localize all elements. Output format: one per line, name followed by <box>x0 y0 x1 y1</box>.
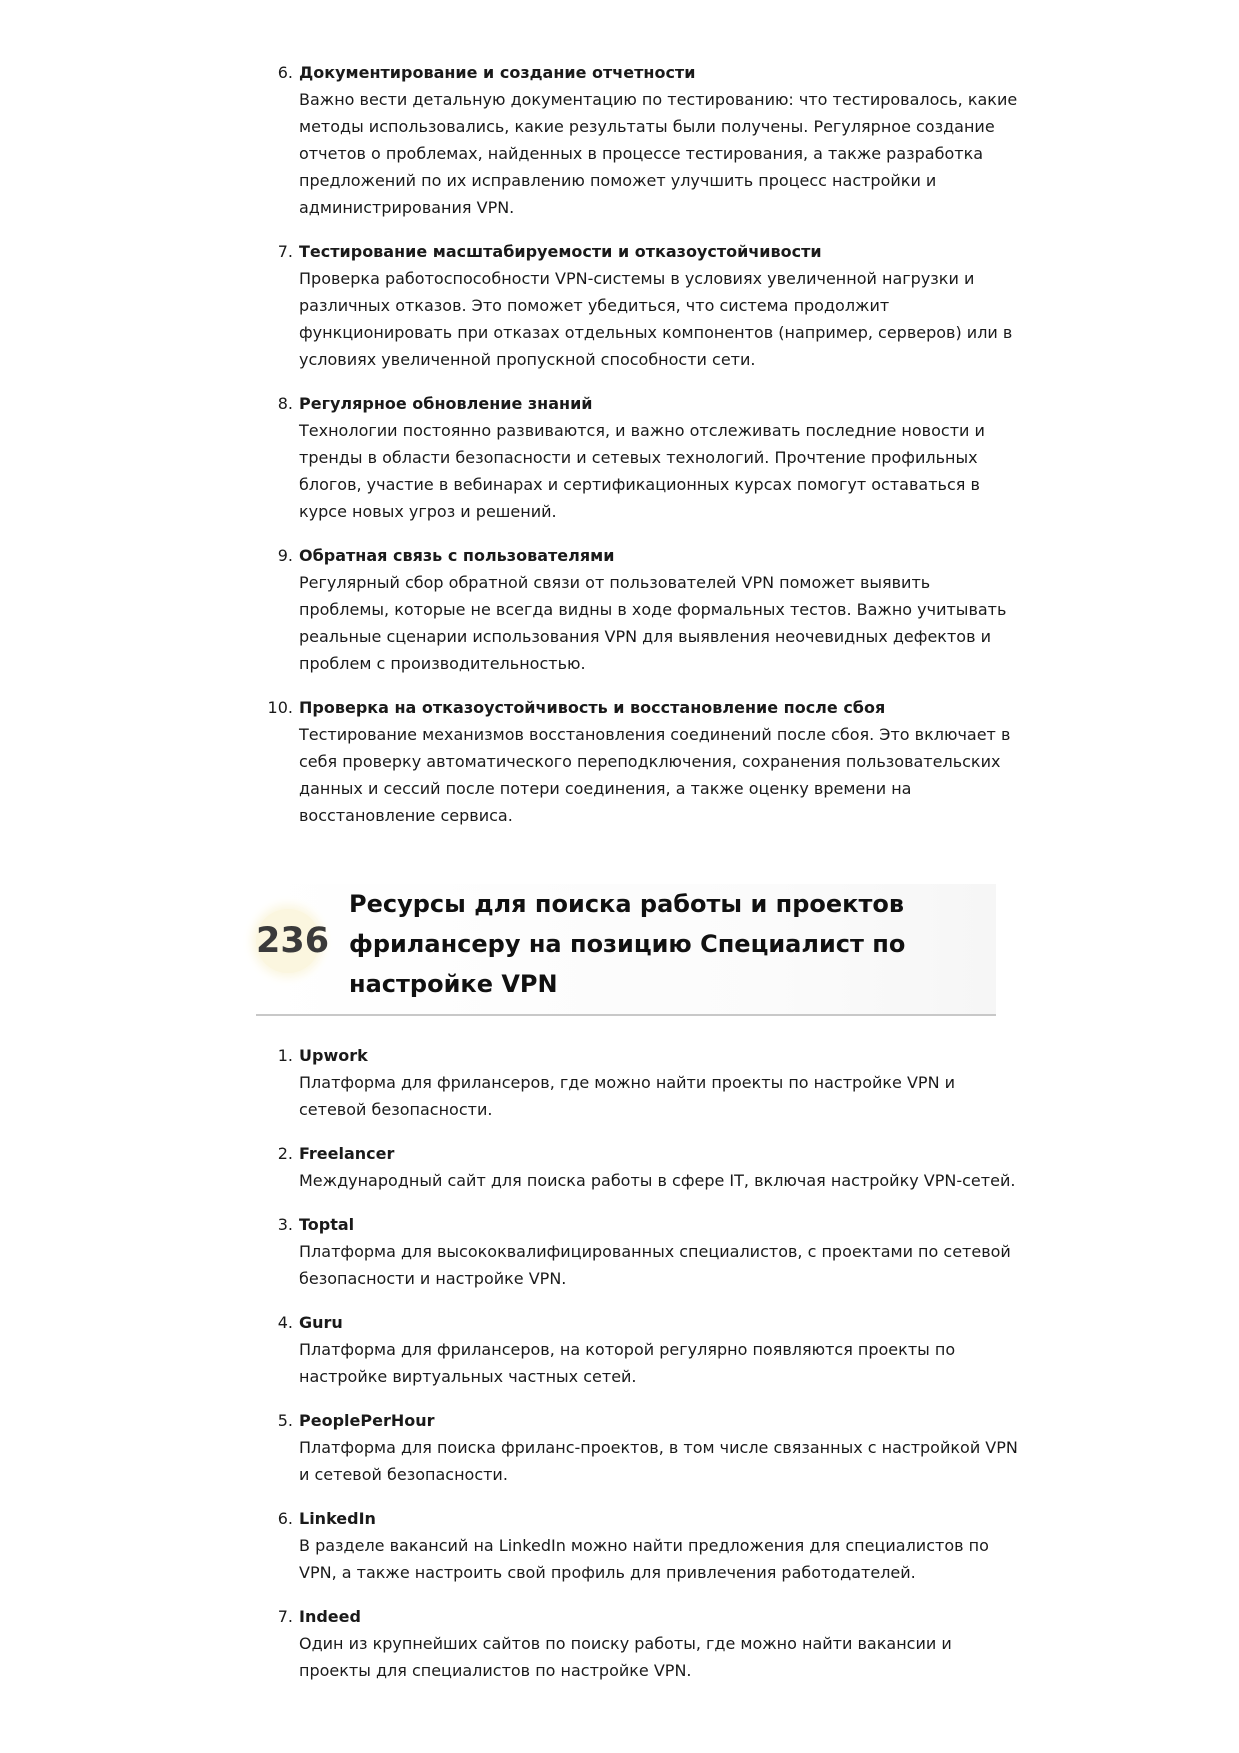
item-title: Freelancer <box>299 1144 395 1163</box>
item-title: Upwork <box>299 1046 368 1065</box>
section-number-badge: 236 <box>256 909 320 973</box>
item-title: Обратная связь с пользователями <box>299 546 615 565</box>
list-item <box>277 1211 1019 1292</box>
item-title: Документирование и создание отчетности <box>299 63 696 82</box>
list-item <box>277 1505 1019 1586</box>
testing-practices-list <box>267 59 1019 846</box>
item-number: 10. <box>267 698 293 717</box>
item-number: 7. <box>277 242 293 261</box>
section-title: Ресурсы для поиска работы и проектов фрилансеру на позицию Специалист по настройке VPN <box>349 890 906 998</box>
item-description: Регулярный сбор обратной связи от пользователей VPN поможет выявить проблемы, которые не всегда видны в ходе формальных тестов. Важно учитывать реальные сценарии использования VPN для выявления неочевидных дефектов и проблем с производительностью. <box>299 573 1007 673</box>
item-title: Проверка на отказоустойчивость и восстановление после сбоя <box>299 698 886 717</box>
item-description: Платформа для высококвалифицированных специалистов, с проектами по сетевой безопасности и настройке VPN. <box>299 1242 1011 1288</box>
item-number: 3. <box>277 1215 293 1234</box>
list-item <box>277 1407 1019 1488</box>
item-number: 1. <box>277 1046 293 1065</box>
item-description: Проверка работоспособности VPN-системы в условиях увеличенной нагрузки и различных отказов. Это поможет убедиться, что система продолжит функционировать при отказах отдельных компонентов (например, серверов) или в условиях увеличенной пропускной способности сети. <box>299 269 1013 369</box>
item-number: 8. <box>277 394 293 413</box>
list-item <box>277 1309 1019 1390</box>
item-title: Регулярное обновление знаний <box>299 394 593 413</box>
item-title: Indeed <box>299 1607 361 1626</box>
item-title: PeoplePerHour <box>299 1411 435 1430</box>
item-description: Тестирование механизмов восстановления соединений после сбоя. Это включает в себя проверку автоматического переподключения, сохранения пользовательских данных и сессий после потери соединения, а также оценку времени на восстановление сервиса. <box>299 725 1011 825</box>
item-number: 2. <box>277 1144 293 1163</box>
item-number: 6. <box>277 1509 293 1528</box>
list-item <box>277 1603 1019 1684</box>
list-item <box>277 238 1019 373</box>
list-item <box>277 542 1019 677</box>
item-number: 9. <box>277 546 293 565</box>
item-description: Технологии постоянно развиваются, и важно отслеживать последние новости и тренды в области безопасности и сетевых технологий. Прочтение профильных блогов, участие в вебинарах и сертификационных курсах помогут оставаться в курсе новых угроз и решений. <box>299 421 985 521</box>
item-number: 6. <box>277 63 293 82</box>
section-header <box>256 884 996 1016</box>
item-number: 4. <box>277 1313 293 1332</box>
item-title: LinkedIn <box>299 1509 376 1528</box>
item-description: В разделе вакансий на LinkedIn можно найти предложения для специалистов по VPN, а также настроить свой профиль для привлечения работодателей. <box>299 1536 989 1582</box>
item-number: 7. <box>277 1607 293 1626</box>
item-description: Платформа для фрилансеров, где можно найти проекты по настройке VPN и сетевой безопасности. <box>299 1073 956 1119</box>
item-title: Тестирование масштабируемости и отказоустойчивости <box>299 242 822 261</box>
item-title: Guru <box>299 1313 343 1332</box>
list-item <box>277 1140 1019 1194</box>
item-description: Важно вести детальную документацию по тестированию: что тестировалось, какие методы использовались, какие результаты были получены. Регулярное создание отчетов о проблемах, найденных в процессе тестирования, а также разработка предложений по их исправлению поможет улучшить процесс настройки и администрирования VPN. <box>299 90 1018 217</box>
list-item <box>277 1042 1019 1123</box>
item-description: Платформа для поиска фриланс-проектов, в том числе связанных с настройкой VPN и сетевой безопасности. <box>299 1438 1018 1484</box>
list-item <box>277 59 1019 221</box>
list-item <box>277 390 1019 525</box>
list-item <box>267 694 1019 829</box>
item-description: Платформа для фрилансеров, на которой регулярно появляются проекты по настройке виртуальных частных сетей. <box>299 1340 956 1386</box>
job-resources-list <box>277 1042 1019 1701</box>
item-description: Международный сайт для поиска работы в сфере IT, включая настройку VPN-сетей. <box>299 1171 1016 1190</box>
item-title: Toptal <box>299 1215 355 1234</box>
item-description: Один из крупнейших сайтов по поиску работы, где можно найти вакансии и проекты для специалистов по настройке VPN. <box>299 1634 952 1680</box>
item-number: 5. <box>277 1411 293 1430</box>
